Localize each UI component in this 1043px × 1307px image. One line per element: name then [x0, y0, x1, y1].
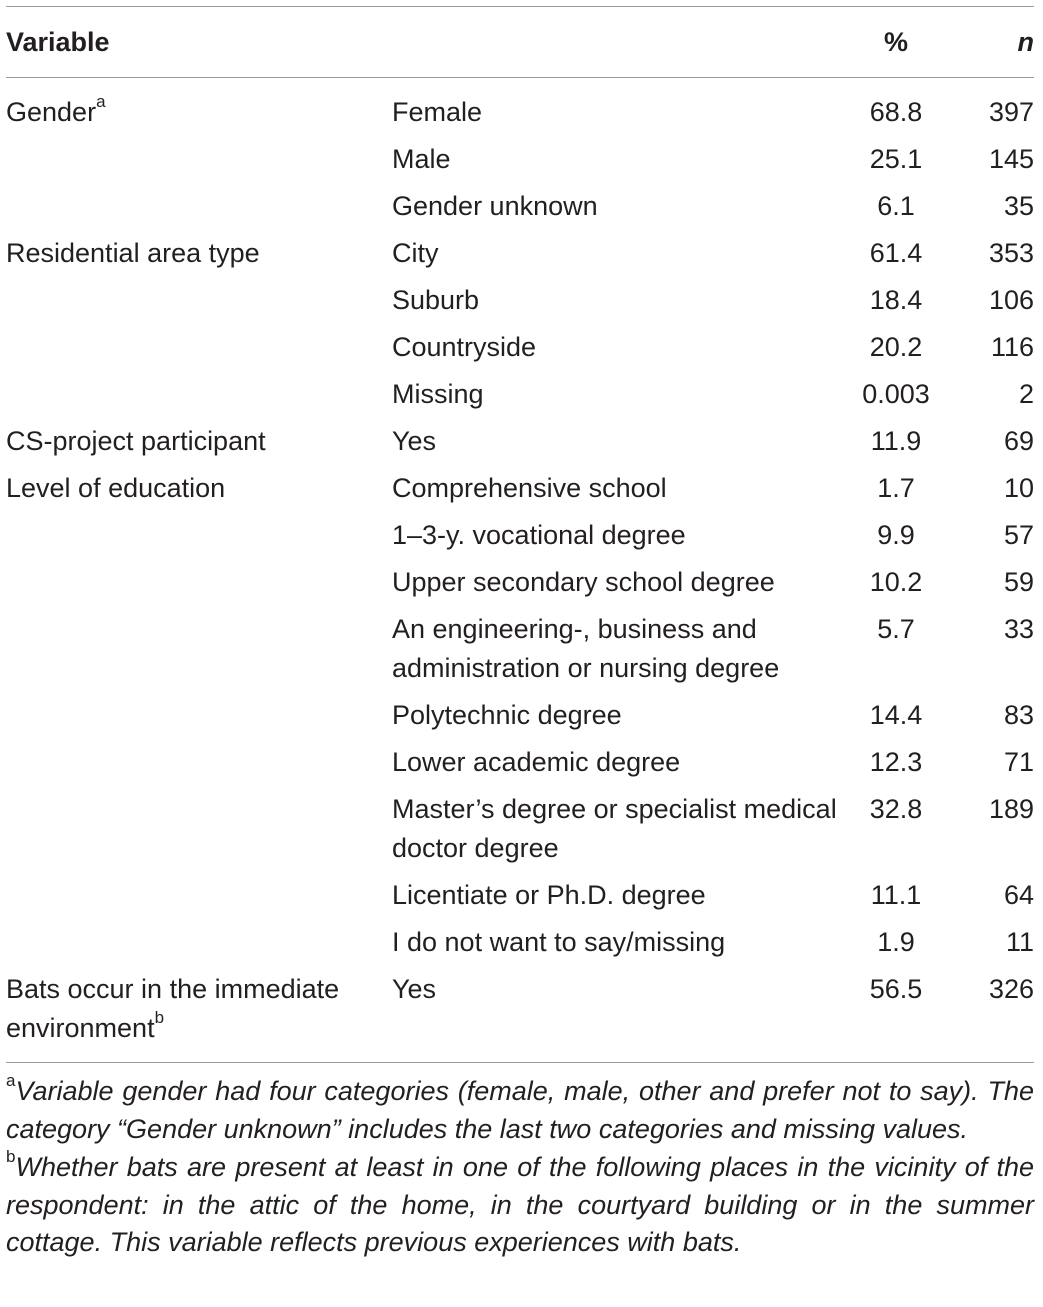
header-row — [6, 7, 1034, 78]
percent-cell: 68.8 — [869, 97, 923, 127]
percent-cell: 1.7 — [877, 473, 915, 503]
table-body — [6, 78, 1034, 1063]
variable-cell — [6, 743, 392, 790]
n-cell: 11 — [1005, 927, 1034, 957]
demographics-table — [6, 7, 1034, 1062]
variable-cell — [6, 328, 392, 375]
category-cell: Countryside — [392, 332, 537, 362]
table-row — [6, 281, 1034, 328]
n-cell: 145 — [988, 144, 1034, 174]
table-row — [6, 422, 1034, 469]
footnote-a — [6, 1073, 1034, 1148]
footnote-text: Variable gender had four categories (female, male, other and prefer not to say). The category “Gender unknown” includes the last two categories and missing values. — [6, 1076, 1034, 1144]
variable-cell — [6, 375, 392, 422]
variable-cell — [6, 469, 392, 516]
n-cell: 397 — [988, 97, 1034, 127]
table-row — [6, 696, 1034, 743]
footnote-mark: b — [6, 1147, 16, 1166]
variable-label: CS-project participant — [6, 426, 266, 456]
category-cell: Female — [392, 97, 483, 127]
n-cell: 35 — [1003, 191, 1034, 221]
table-row — [6, 187, 1034, 234]
percent-cell: 0.003 — [862, 379, 930, 409]
variable-cell — [6, 923, 392, 970]
header-n: n — [952, 7, 1034, 78]
category-cell: Polytechnic degree — [392, 700, 622, 730]
n-cell: 106 — [988, 285, 1034, 315]
variable-label: Bats occur in the immediate environment — [6, 974, 340, 1043]
variable-cell — [6, 790, 392, 876]
category-cell: City — [392, 238, 439, 268]
variable-cell — [6, 78, 392, 141]
variable-cell — [6, 696, 392, 743]
n-cell: 57 — [1003, 520, 1034, 550]
variable-label: Level of education — [6, 473, 226, 503]
percent-cell: 14.4 — [869, 700, 923, 730]
table-row — [6, 469, 1034, 516]
header-category — [392, 7, 840, 78]
variable-label: Residential area type — [6, 238, 260, 268]
n-cell: 189 — [988, 794, 1034, 824]
n-cell: 83 — [1003, 700, 1034, 730]
percent-cell: 56.5 — [869, 974, 923, 1004]
variable-label: Gender — [6, 97, 97, 127]
percent-cell: 20.2 — [869, 332, 923, 362]
variable-cell — [6, 876, 392, 923]
variable-cell — [6, 563, 392, 610]
n-cell: 59 — [1003, 567, 1034, 597]
category-cell: Yes — [392, 974, 437, 1004]
variable-cell — [6, 610, 392, 696]
n-cell: 2 — [1018, 379, 1034, 409]
table-row — [6, 234, 1034, 281]
table-container — [6, 6, 1034, 1263]
table-row — [6, 78, 1034, 141]
percent-cell: 11.1 — [870, 880, 922, 910]
percent-cell: 1.9 — [877, 927, 915, 957]
table-row — [6, 743, 1034, 790]
n-cell: 353 — [988, 238, 1034, 268]
footnote-marker: b — [154, 1008, 165, 1027]
variable-cell — [6, 516, 392, 563]
variable-cell — [6, 140, 392, 187]
table-row — [6, 563, 1034, 610]
percent-cell: 10.2 — [869, 567, 923, 597]
percent-cell: 5.7 — [877, 614, 915, 644]
n-cell: 116 — [990, 332, 1034, 362]
n-cell: 10 — [1003, 473, 1034, 503]
table-row — [6, 790, 1034, 876]
category-cell: Licentiate or Ph.D. degree — [392, 880, 706, 910]
footnote-b — [6, 1149, 1034, 1262]
percent-cell: 32.8 — [869, 794, 923, 824]
footnote-text: Whether bats are present at least in one of the following places in the vicinity of the respondent: in the attic of the home, in the courtyard building or in the summer cottage. This variable reflects previous experiences with bats. — [6, 1152, 1034, 1257]
category-cell: Male — [392, 144, 451, 174]
category-cell: Yes — [392, 426, 437, 456]
percent-cell: 6.1 — [877, 191, 915, 221]
variable-cell — [6, 281, 392, 328]
percent-cell: 18.4 — [869, 285, 923, 315]
table-row — [6, 923, 1034, 970]
percent-cell: 61.4 — [869, 238, 923, 268]
category-cell: I do not want to say/missing — [392, 927, 726, 957]
category-cell: An engineering-, business and administration or nursing degree — [392, 614, 780, 683]
footnotes — [6, 1062, 1034, 1262]
variable-cell — [6, 187, 392, 234]
footnote-mark: a — [6, 1071, 16, 1090]
table-row — [6, 328, 1034, 375]
percent-cell: 12.3 — [869, 747, 923, 777]
variable-cell — [6, 234, 392, 281]
header-percent: % — [840, 7, 952, 78]
n-cell: 326 — [988, 974, 1034, 1004]
category-cell: Upper secondary school degree — [392, 567, 775, 597]
category-cell: Comprehensive school — [392, 473, 667, 503]
n-cell: 69 — [1003, 426, 1034, 456]
table-row — [6, 140, 1034, 187]
header-variable: Variable — [6, 7, 392, 78]
variable-cell — [6, 422, 392, 469]
n-cell: 33 — [1003, 614, 1034, 644]
table-row — [6, 970, 1034, 1062]
category-cell: Suburb — [392, 285, 480, 315]
table-row — [6, 610, 1034, 696]
category-cell: 1–3-y. vocational degree — [392, 520, 686, 550]
n-cell: 71 — [1003, 747, 1034, 777]
category-cell: Lower academic degree — [392, 747, 681, 777]
category-cell: Missing — [392, 379, 484, 409]
category-cell: Master’s degree or specialist medical doctor degree — [392, 794, 837, 863]
table-row — [6, 876, 1034, 923]
footnote-marker: a — [96, 92, 106, 111]
percent-cell: 11.9 — [870, 426, 922, 456]
variable-cell — [6, 970, 392, 1062]
table-row — [6, 516, 1034, 563]
percent-cell: 9.9 — [877, 520, 915, 550]
percent-cell: 25.1 — [869, 144, 923, 174]
n-cell: 64 — [1003, 880, 1034, 910]
table-row — [6, 375, 1034, 422]
category-cell: Gender unknown — [392, 191, 598, 221]
